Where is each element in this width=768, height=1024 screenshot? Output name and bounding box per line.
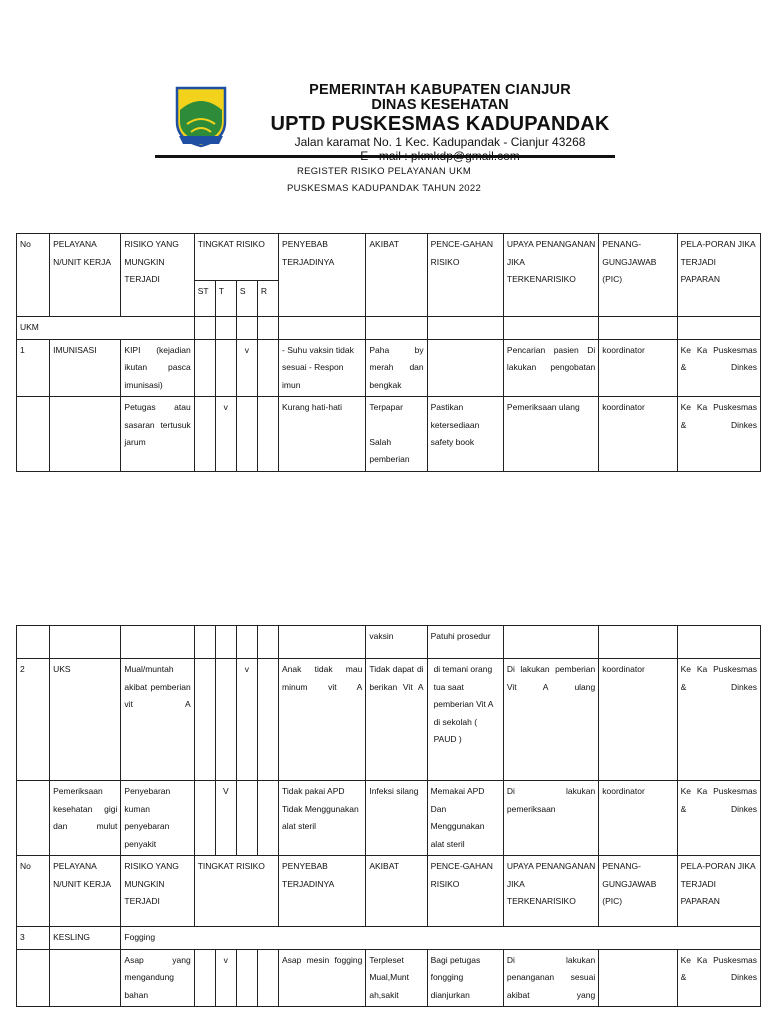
header-row-repeat <box>17 856 761 927</box>
cell-pelaporan: Ke Ka Puskesmas & Dinkes <box>677 659 760 781</box>
header-pencegahan: PENCE-GAHAN RISIKO <box>427 234 503 317</box>
cell-pelaporan: Ke Ka Puskesmas & Dinkes <box>677 781 760 856</box>
header-t: T <box>215 281 236 317</box>
cell-pelayanan <box>50 397 121 472</box>
header-s: S <box>236 281 257 317</box>
letterhead-government: PEMERINTAH KABUPATEN CIANJUR <box>309 82 571 98</box>
header-pelayanan: PELAYANA N/UNIT KERJA <box>50 856 121 927</box>
cell-akibat: Terpleset Mual,Munt ah,sakit <box>366 949 427 1007</box>
cell-risiko: KIPI (kejadian ikutan pasca imunisasi) <box>121 339 194 397</box>
cell-pic <box>599 949 677 1007</box>
header-pelayanan: PELAYANA N/UNIT KERJA <box>50 234 121 317</box>
header-akibat: AKIBAT <box>366 234 427 317</box>
header-pelaporan: PELA-PORAN JIKA TERJADI PAPARAN <box>677 234 760 317</box>
cell-akibat: Infeksi silang <box>366 781 427 856</box>
header-risiko: RISIKO YANG MUNGKIN TERJADI <box>121 856 194 927</box>
header-akibat: AKIBAT <box>366 856 427 927</box>
cell-penyebab: Tidak pakai APD Tidak Menggunakan alat steril <box>279 781 366 856</box>
cell-risiko: Petugas atau sasaran tertusuk jarum <box>121 397 194 472</box>
cell-mark: v <box>215 949 236 1007</box>
cell-akibat-line2: Salah pemberian <box>369 436 410 464</box>
header-pencegahan: PENCE-GAHAN RISIKO <box>427 856 503 927</box>
cell-penyebab: Kurang hati-hati <box>279 397 366 472</box>
header-row <box>17 234 761 281</box>
risk-register-table-2 <box>16 625 761 1007</box>
section-ukm: UKM <box>17 317 121 340</box>
header-penyebab: PENYEBAB TERJADINYA <box>279 856 366 927</box>
table-row <box>17 781 761 856</box>
section-row <box>17 317 761 340</box>
header-r: R <box>257 281 278 317</box>
cell-no: 2 <box>17 659 50 781</box>
document-title: REGISTER RISIKO PELAYANAN UKM <box>296 166 472 177</box>
cianjur-emblem-icon <box>173 86 229 148</box>
table-row <box>17 339 761 397</box>
cell-mark: V <box>215 781 236 856</box>
header-no: No <box>17 234 50 317</box>
cell-penyebab: - Suhu vaksin tidak sesuai - Respon imun <box>279 339 366 397</box>
cell-pic: koordinator <box>599 339 677 397</box>
cell-pelaporan: Ke Ka Puskesmas & Dinkes <box>677 397 760 472</box>
cell-risiko: Fogging <box>121 927 194 950</box>
cell-pelayanan: KESLING <box>50 927 121 950</box>
cell-pelaporan: Ke Ka Puskesmas & Dinkes <box>677 339 760 397</box>
cell-akibat: vaksin <box>366 626 427 659</box>
cell-risiko: Mual/muntah akibat pemberian vit A <box>121 659 194 781</box>
header-st: ST <box>194 281 215 317</box>
letterhead-department: DINAS KESEHATAN <box>371 97 509 113</box>
cell-akibat: Paha by merah dan bengkak <box>366 339 427 397</box>
cell-pic: koordinator <box>599 781 677 856</box>
cell-pelaporan: Ke Ka Puskesmas & Dinkes <box>677 949 760 1007</box>
cell-akibat <box>366 397 427 472</box>
header-upaya: UPAYA PENANGANAN JIKA TERKENARISIKO <box>503 234 598 317</box>
header-pic: PENANG-GUNGJAWAB (PIC) <box>599 856 677 927</box>
cell-akibat-line1: Terpapar <box>369 402 403 412</box>
cell-penyebab: Asap mesin fogging <box>279 949 366 1007</box>
letterhead-rule <box>155 155 615 158</box>
table-row <box>17 626 761 659</box>
header-tingkat: TINGKAT RISIKO <box>194 856 278 927</box>
cell-pelayanan: Pemeriksaan kesehatan gigi dan mulut <box>50 781 121 856</box>
risk-register-table-1 <box>16 233 761 472</box>
header-pic: PENANG-GUNGJAWAB (PIC) <box>599 234 677 317</box>
cell-mark: v <box>236 339 257 397</box>
cell-mark: v <box>236 659 257 781</box>
document-subtitle: PUSKESMAS KADUPANDAK TAHUN 2022 <box>286 183 482 194</box>
cell-upaya: Pencarian pasien Di lakukan pengobatan <box>503 339 598 397</box>
table-row <box>17 927 761 950</box>
table-row <box>17 397 761 472</box>
cell-pic: koordinator <box>599 659 677 781</box>
cell-pencegahan: Bagi petugas fongging dianjurkan <box>427 949 503 1007</box>
cell-risiko: Penyebaran kuman penyebaran penyakit <box>121 781 194 856</box>
cell-akibat: Tidak dapat di berikan Vit A <box>366 659 427 781</box>
cell-no: 1 <box>17 339 50 397</box>
cell-pencegahan: di temani orang tua saat pemberian Vit A di sekolah ( PAUD ) <box>427 659 503 781</box>
cell-pencegahan <box>427 339 503 397</box>
cell-mark: v <box>215 397 236 472</box>
cell-upaya: Pemeriksaan ulang <box>503 397 598 472</box>
header-penyebab: PENYEBAB TERJADINYA <box>279 234 366 317</box>
header-risiko: RISIKO YANG MUNGKIN TERJADI <box>121 234 194 317</box>
header-tingkat: TINGKAT RISIKO <box>194 234 278 281</box>
letterhead <box>155 82 615 160</box>
cell-no <box>17 397 50 472</box>
header-no: No <box>17 856 50 927</box>
cell-pelayanan: IMUNISASI <box>50 339 121 397</box>
cell-pencegahan: Pastikan ketersediaan safety book <box>427 397 503 472</box>
cell-no: 3 <box>17 927 50 950</box>
cell-upaya: Di lakukan penanganan sesuai akibat yang <box>503 949 598 1007</box>
letterhead-institution: UPTD PUSKESMAS KADUPANDAK <box>270 113 610 135</box>
cell-pencegahan: Patuhi prosedur <box>427 626 503 659</box>
cell-penyebab: Anak tidak mau minum vit A <box>279 659 366 781</box>
letterhead-address: Jalan karamat No. 1 Kec. Kadupandak - Cianjur 43268 <box>294 135 586 149</box>
cell-upaya: Di lakukan pemeriksaan <box>503 781 598 856</box>
header-upaya: UPAYA PENANGANAN JIKA TERKENARISIKO <box>503 856 598 927</box>
cell-pencegahan: Memakai APD Dan Menggunakan alat steril <box>427 781 503 856</box>
header-pelaporan: PELA-PORAN JIKA TERJADI PAPARAN <box>677 856 760 927</box>
cell-pelayanan: UKS <box>50 659 121 781</box>
table-row <box>17 659 761 781</box>
cell-upaya: Di lakukan pemberian Vit A ulang <box>503 659 598 781</box>
table-row <box>17 949 761 1007</box>
cell-pic: koordinator <box>599 397 677 472</box>
cell-risiko: Asap yang mengandung bahan <box>121 949 194 1007</box>
